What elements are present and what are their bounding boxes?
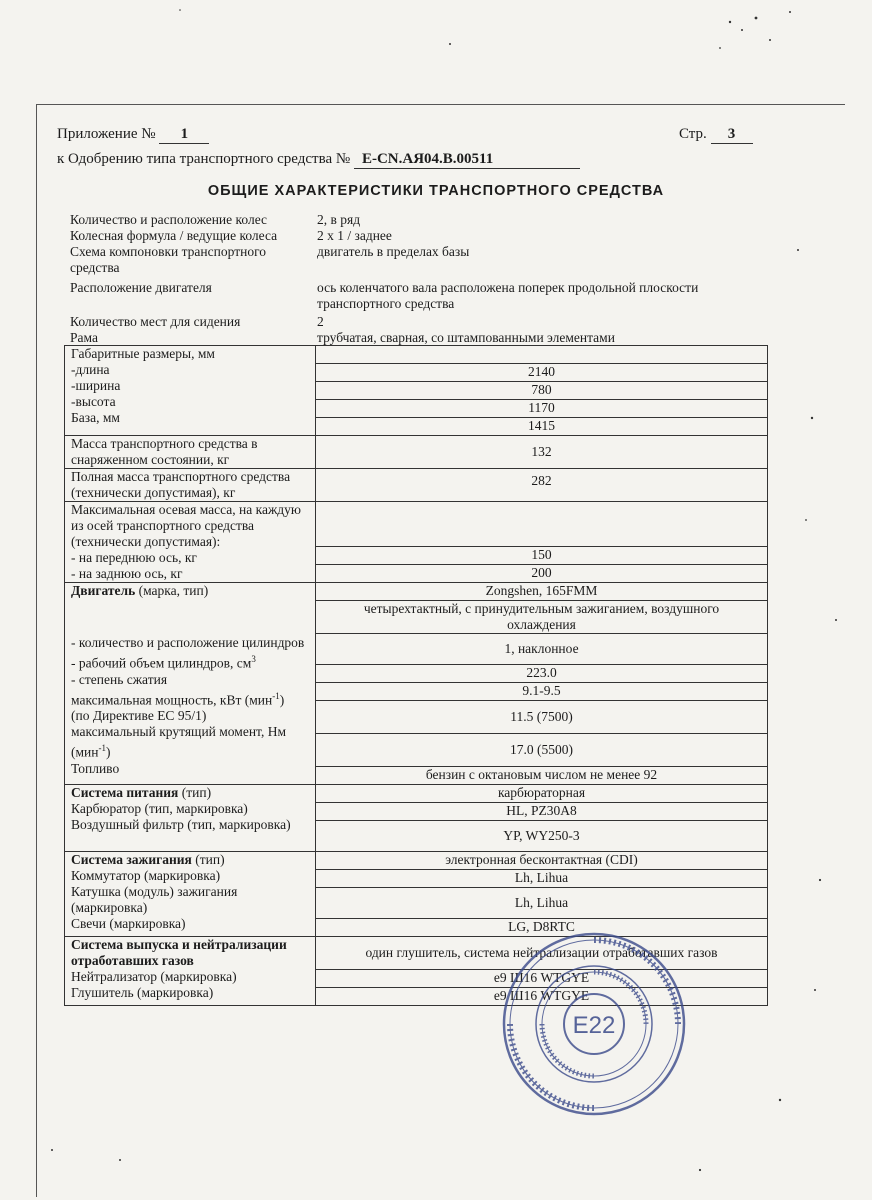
power-unit-sup: -1 (272, 690, 280, 701)
table-row (65, 785, 768, 852)
general-row (70, 228, 770, 244)
cylinders-value: 1, наклонное (316, 634, 767, 665)
general-row (70, 330, 770, 346)
engine-type-value: четырехтактный, с принудительным зажиганием, воздушного охлаждения (316, 601, 767, 634)
power-label-close: ) (279, 692, 285, 707)
ignition-title-bold: Система зажигания (71, 852, 192, 867)
dimensions-labels (65, 346, 316, 436)
general-row (70, 212, 770, 228)
curb-mass-label: Масса транспортного средства в снаряженном состоянии, кг (65, 436, 316, 469)
general-row (70, 314, 770, 330)
table-row (65, 852, 768, 937)
commutator-value: Lh, Lihua (316, 870, 767, 888)
fuel-system-values (316, 785, 768, 852)
displacement-label-text: - рабочий объем цилиндров, см (71, 655, 252, 671)
displacement-unit-sup: 3 (251, 654, 256, 664)
general-row (70, 244, 770, 276)
table-row (65, 583, 768, 785)
air-filter-value: YP, WY250-3 (503, 828, 580, 843)
approval-number: E-CN.АЯ04.В.00511 (354, 151, 580, 169)
dimensions-title: Габаритные размеры, мм (71, 346, 215, 361)
general-value: 2 х 1 / заднее (317, 228, 392, 243)
carburetor-value: HL, PZ30A8 (316, 803, 767, 821)
engine-title-suffix: (марка, тип) (135, 583, 209, 598)
power-value: 11.5 (7500) (316, 701, 767, 734)
appendix-number: 1 (159, 126, 209, 144)
approval-label: к Одобрению типа транспортного средства № (57, 151, 351, 167)
muffler-value: e9 Ш16 WTGYE (493, 988, 590, 1003)
general-label: Расположение двигателя (70, 280, 212, 295)
compression-value: 9.1-9.5 (316, 683, 767, 701)
general-value: трубчатая, сварная, со штампованными элементами (317, 330, 615, 345)
air-filter-label: Воздушный фильтр (тип, маркировка) (71, 817, 291, 832)
carburetor-label: Карбюратор (тип, маркировка) (71, 801, 248, 816)
displacement-value: 223.0 (316, 665, 767, 683)
engine-make-value: Zongshen, 165FMM (316, 583, 767, 601)
table-row (65, 937, 768, 1006)
page-title: ОБЩИЕ ХАРАКТЕРИСТИКИ ТРАНСПОРТНОГО СРЕДСТВА (207, 183, 665, 199)
engine-title (71, 583, 309, 599)
engine-labels (65, 583, 316, 785)
spark-plugs-value: LG, D8RTC (508, 919, 575, 934)
width-label: -ширина (71, 378, 121, 393)
general-label: Рама (70, 330, 98, 345)
spacer (71, 599, 309, 635)
torque-unit-sup: -1 (98, 743, 106, 753)
catalyst-value: e9 Ш16 WTGYE (316, 970, 767, 988)
base-value: 1415 (528, 418, 555, 433)
width-value: 780 (316, 382, 767, 400)
dimensions-values (316, 346, 768, 436)
power-label-text: максимальная мощность, кВт (мин (71, 692, 273, 707)
front-axle-label: - на переднюю ось, кг (71, 550, 197, 565)
ignition-title-suffix: (тип) (191, 852, 225, 867)
ignition-coil-value: Lh, Lihua (316, 888, 767, 919)
page-number: 3 (711, 126, 753, 144)
gross-mass-value: 282 (316, 469, 768, 502)
exhaust-title: Система выпуска и нейтрализации отработавших газов (71, 937, 287, 968)
torque-label-close: ) (106, 744, 111, 760)
compression-label: - степень сжатия (71, 671, 168, 687)
table-row (65, 469, 768, 502)
front-axle-value: 150 (316, 546, 767, 565)
axle-mass-labels (65, 502, 316, 583)
torque-label (71, 724, 309, 761)
table-row (65, 436, 768, 469)
engine-values (316, 583, 768, 785)
rear-axle-label: - на заднюю ось, кг (71, 566, 183, 581)
empty-cell (316, 346, 767, 364)
general-value: 2 (317, 314, 324, 329)
general-label: Колесная формула / ведущие колеса (70, 228, 278, 243)
exhaust-values (316, 937, 768, 1006)
length-value: 2140 (316, 364, 767, 382)
fuel-system-title-suffix: (тип) (178, 785, 212, 800)
appendix-label: Приложение № (57, 126, 156, 142)
torque-label-text: максимальный крутящий момент, Нм (мин (71, 724, 286, 760)
height-label: -высота (71, 394, 116, 409)
muffler-label: Глушитель (маркировка) (71, 985, 214, 1000)
appendix-line (57, 126, 209, 144)
general-label: Количество и расположение колес (70, 212, 268, 227)
general-label: Схема компоновки транспортного средства (70, 244, 267, 275)
torque-value: 17.0 (5500) (316, 734, 767, 767)
ignition-type-value: электронная бесконтактная (CDI) (316, 852, 767, 870)
fuel-label: Топливо (71, 760, 120, 776)
page-label: Стр. (679, 126, 707, 142)
length-label: -длина (71, 362, 110, 377)
height-value: 1170 (316, 400, 767, 418)
ignition-labels (65, 852, 316, 937)
general-value: двигатель в пределах базы (317, 244, 470, 259)
rear-axle-value: 200 (531, 565, 552, 580)
ignition-coil-label: Катушка (модуль) зажигания (маркировка) (71, 884, 238, 915)
approval-line (57, 151, 580, 169)
stamp-center-text: E22 (572, 1012, 616, 1039)
curb-mass-value: 132 (316, 436, 768, 469)
cylinders-label: - количество и расположение цилиндров (71, 635, 305, 650)
fuel-system-title (71, 785, 309, 801)
general-label: Количество мест для сидения (70, 314, 241, 329)
spark-plugs-label: Свечи (маркировка) (71, 916, 186, 931)
base-label: База, мм (71, 410, 120, 425)
power-directive-label: (по Директиве ЕС 95/1) (71, 708, 207, 723)
engine-title-bold: Двигатель (71, 583, 136, 598)
table-row (65, 346, 768, 436)
fuel-system-labels (65, 785, 316, 852)
page-number-line (679, 126, 753, 144)
general-value: ось коленчатого вала расположена поперек продольной плоскости транспортного средства (317, 280, 699, 311)
axle-mass-label: Максимальная осевая масса, на каждую из осей транспортного средства (технически допустимая): (71, 502, 302, 549)
general-value: 2, в ряд (317, 212, 361, 227)
power-label (71, 688, 309, 709)
ignition-title (71, 852, 309, 868)
catalyst-label: Нейтрализатор (маркировка) (71, 969, 237, 984)
fuel-value: бензин с октановым числом не менее 92 (425, 767, 658, 782)
displacement-label (71, 651, 309, 672)
general-characteristics (70, 212, 770, 346)
general-row (70, 280, 770, 312)
commutator-label: Коммутатор (маркировка) (71, 868, 221, 883)
ignition-values (316, 852, 768, 937)
exhaust-type-value: один глушитель, система нейтрализации отработавших газов (316, 937, 767, 970)
spec-table (64, 345, 768, 1006)
gross-mass-label: Полная масса транспортного средства (технически допустимая), кг (65, 469, 316, 502)
fuel-system-type-value: карбюраторная (316, 785, 767, 803)
fuel-system-title-bold: Система питания (71, 785, 179, 800)
exhaust-labels (65, 937, 316, 1006)
table-row (65, 502, 768, 583)
axle-mass-values (316, 502, 768, 583)
